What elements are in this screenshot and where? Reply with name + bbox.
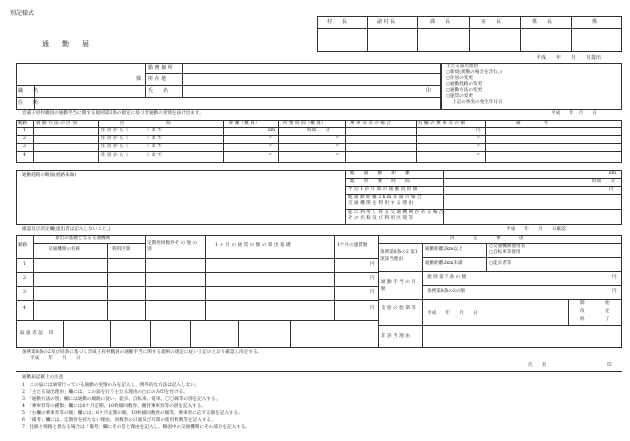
transport-user-option[interactable]: ○交通機関使用者 [489, 244, 526, 249]
revise-label: 改 [580, 309, 585, 314]
col-section: 区 間 [120, 121, 171, 126]
revise-label: 定 [605, 309, 610, 314]
confirm-heading: 確認及び決定欄(提出者は記入しないこと。) [22, 227, 111, 232]
decision-yen: 円 [612, 289, 617, 294]
approval-mayor: 村 長 [327, 19, 348, 25]
workplace-name-label: 勤 務 個 所 [148, 65, 173, 71]
rule7-label: 規 則 第 7 条 の 額 [427, 275, 467, 280]
position-label: 職 名 [18, 88, 39, 94]
header-date: 平成 年 月 日提出 [536, 55, 602, 61]
approval-section-chief: 課 長 [430, 19, 451, 25]
approval-office-chief: 室 長 [481, 19, 502, 25]
ditto-mark: 〃 [335, 153, 340, 158]
article-a-label: 条例第8条の2 第1項該当理由 [380, 250, 418, 262]
ditto-mark: 〃 [268, 153, 273, 158]
reason-fare-change[interactable]: ○運賃の変更 [446, 94, 473, 99]
time-unit: 時間 分 [307, 128, 330, 133]
calc-row-number: 3 [23, 290, 26, 295]
calc-row-number: 2 [23, 276, 26, 281]
seal-mark: 印 [426, 88, 432, 94]
note-item: 4 「乗車券等の種類」欄には6ケ月定期、10枚綴回数券、優待乗車券等の別を記入する。 [22, 404, 206, 409]
col-remarks: 備 考 [516, 121, 549, 126]
note-item: 6 「備考」欄には、定期券を持たない理由、回数券の日通及び月間の使用枚数等を記入する。 [22, 418, 216, 423]
calc-col-route: 順路 [18, 243, 28, 248]
col-ticket-amount: 右 欄 の 乗 車 等 の 額 [418, 121, 465, 126]
approval-subsection-chief: 係 長 [532, 19, 553, 25]
summary-transport-names: そ の 名 称 及 び 利 用 区 間 等 [348, 216, 414, 221]
calc-row-number: 1 [23, 262, 26, 267]
payment-label: 支 給 の 始 期 等 [381, 306, 416, 311]
form-label: 別記様式 [10, 10, 35, 17]
calc-col-transport: 交通機関の名称 [48, 247, 81, 252]
reason-address-change[interactable]: ○住居の変更 [446, 76, 473, 81]
route-row-number: 1 [23, 128, 26, 133]
ditto-mark: 〃 [335, 144, 340, 149]
processor-seal-label: 取 扱 者 認 印 [20, 331, 54, 336]
ditto-mark: 〃 [476, 144, 481, 149]
yen-unit: 円 [476, 128, 481, 133]
calc-yen: 円 [370, 262, 375, 267]
calc-col-pass: 定期券回数券そ の 他 の 別 [147, 241, 198, 253]
end-label: 終 [580, 317, 585, 322]
route-section-cell[interactable]: 住 居 か ら（ ）ま で [101, 136, 162, 141]
confirm-date: 平成 年 月 日確認 [506, 227, 566, 232]
note-item: 7 往路と帰路と異なる場合は「備考」欄にその旨と理由を記入し、略図中の交通機関にその部分を記入する。 [22, 425, 251, 430]
calc-row-number: 4 [23, 306, 26, 311]
ditto-mark: 〃 [476, 136, 481, 141]
decision-yen: 円 [612, 275, 617, 280]
walker-option[interactable]: ○徒歩者等 [489, 261, 512, 266]
notes-title: 通勤届記載上の注意 [22, 375, 64, 380]
approval-staff: 係 [592, 19, 598, 25]
footer-text: 条例第8条の2及び同条に基づく音威子府村職員の通勤手当に関する規則の規定に従い上記のとおり確認し決定する。 [22, 350, 263, 355]
form-title: 通 勤 届 [42, 40, 92, 48]
reason-method-change[interactable]: ○通勤方法の変更 [446, 88, 483, 93]
note-item: 3 「通勤方法の別」欄には通勤の順路に従い、徒歩、自転車、電車、〇〇線等の別を記入する。 [22, 397, 221, 402]
approval-deputy-mayor: 副 村 長 [377, 19, 396, 25]
footer-date: 平成 年 月 日 [30, 356, 81, 361]
col-method: 通 勤 方 法 の 区 別 [36, 121, 77, 126]
calc-col-monthly-basis: 1 ヶ 月 の 通 賃 の 額 の 算 出 基 礎 [215, 243, 291, 248]
summary-under-2km: 総 通 勤 距 離 2 k m 未 満 の 場 合 [348, 195, 422, 200]
summary-time-unit: 時間 分 [592, 179, 615, 184]
decision-heading: 決 定 事 項 [450, 236, 524, 241]
start-label: 始 [605, 301, 610, 306]
summary-available-transport: 徒 に 利 用 し 得 る 交 通 機 関 が あ る 場 合 [348, 210, 444, 215]
workplace-location-label: 所 在 地 [148, 76, 167, 82]
summary-km-unit: km [609, 171, 617, 176]
note-item: 1 この届には通常行っている通勤の実情のみを記入し、例外的な方法は記入しない。 [22, 383, 200, 388]
to-suffix: 様 [136, 76, 142, 82]
ditto-mark: 〃 [268, 144, 273, 149]
start-label: 開 [580, 301, 585, 306]
intro-date: 平成 年 月 日 [551, 111, 597, 116]
reason-new[interactable]: ○新規(異動の場合を含む。) [446, 70, 502, 75]
reason-route-change[interactable]: ○通勤経路の変更 [446, 82, 483, 87]
note-item: 2 「主たる届出理由」欄には、この届を行う主たる理由の□にのみ印を付ける。 [22, 390, 188, 395]
calc-col-one-month: 1ケ月の運賃額 [337, 243, 368, 248]
calc-yen: 円 [370, 306, 375, 311]
calc-yen: 円 [370, 276, 375, 281]
allowance-label: 通 勤 手 当 の 月 額 [381, 280, 430, 292]
route-row-number: 2 [23, 136, 26, 141]
bicycle-user-option[interactable]: ○自転車等使用 [489, 250, 521, 255]
non-applicable-label: 非 該 当 理 由 [381, 334, 410, 339]
col-route: 順路 [18, 121, 28, 126]
calc-yen: 円 [370, 290, 375, 295]
route-section-cell[interactable]: 住 居 か ら（ ）ま で [101, 144, 162, 149]
route-section-cell[interactable]: 住 居 か ら（ ）ま で [101, 153, 162, 158]
footer-name-label: 氏 名 [528, 363, 547, 368]
calc-col-section: 利用区間 [112, 247, 131, 252]
end-label: 了 [605, 317, 610, 322]
col-distance: 距 離（概 算） [229, 121, 260, 126]
name-label: 氏 名 [148, 88, 169, 94]
calc-col-basis: 算出の基礎となる交通機関 [55, 236, 111, 241]
article2-label: 条例第8条の2の額 [427, 289, 466, 294]
route-row-number: 3 [23, 144, 26, 149]
reasons-heading: 主たる届出理由 [446, 64, 479, 69]
dist-2km-over: 通勤距離2km以上 [425, 247, 463, 252]
dist-2km-under: 通勤距離2km未満 [425, 261, 463, 266]
summary-monthly-burden: 平 均 1 か 月 間 の 通 勤 負 担 額 [348, 187, 418, 192]
reason-occurrence-date: 上記の事実の発生年月日 [452, 100, 503, 105]
ditto-mark: 〃 [268, 136, 273, 141]
col-ticket-type: 乗 車 等 等 の 場 合 [350, 121, 391, 126]
footer-seal: 印 [607, 363, 612, 368]
route-section-cell[interactable]: 住 居 か ら（ ）ま で [101, 128, 162, 133]
route-row-number: 4 [23, 153, 26, 158]
ditto-mark: 〃 [335, 136, 340, 141]
summary-total-distance: 総 通 勤 距 離 [350, 171, 410, 176]
summary-total-time: 総 所 要 時 間 [350, 179, 410, 184]
address-label: 住 所 [18, 100, 39, 106]
distance-unit: km [268, 128, 276, 133]
route-map-label: 通勤経路の略図(経路朱線) [22, 173, 77, 178]
summary-transport-reason: 交 通 機 関 を 利 用 す る 理 由 [348, 201, 414, 206]
payment-date: 平成 年 月 日 [427, 311, 478, 316]
intro-text: 音威子府村職員の通勤手当に関する規則第3条の規定に基づき通勤の実情を届け出ます。 [22, 111, 204, 116]
note-item: 5 「右欄の乗車券等の額」欄には、6ケ月定期の額、10枚綴回数券の額等、乗車券に応ずる額を記入する。 [22, 411, 243, 416]
summary-yen-unit: 円 [609, 187, 614, 192]
ditto-mark: 〃 [476, 153, 481, 158]
col-time: 所 要 時 間（概 算） [283, 121, 326, 126]
